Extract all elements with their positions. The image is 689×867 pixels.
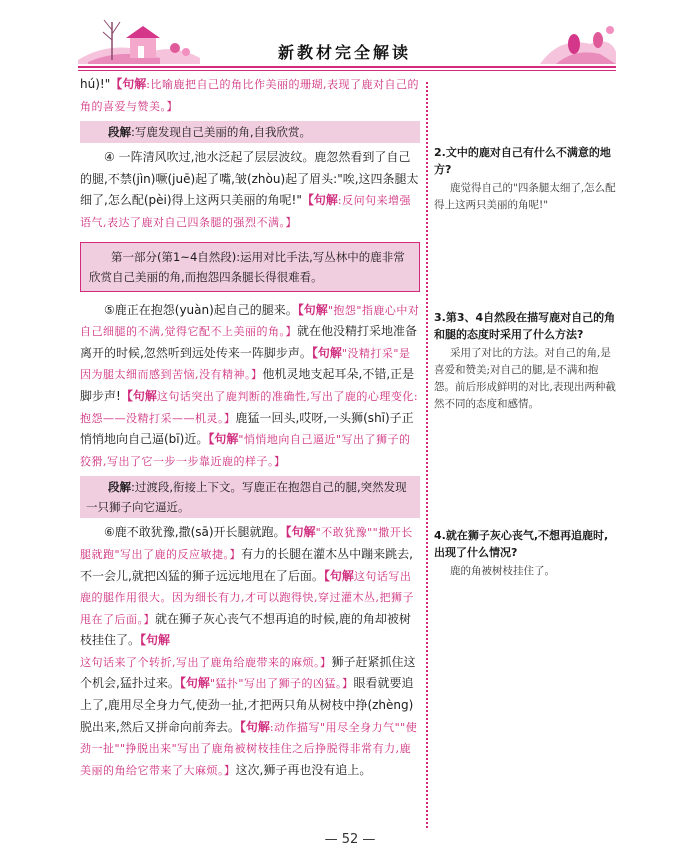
header-title: 新教材完全解读 [277, 43, 411, 62]
paragraph-4: ④ 一阵清风吹过,池水泛起了层层波纹。鹿忽然看到了自己的腿,不禁(jìn)噘(juē)起了嘴,皱(zhòu)起了眉头:"唉,这四条腿太细了,怎么配(pèi)得上这两只美丽的角呢!"【句解:反问句来增强语气,表达了鹿对自己四条腿的强烈不满。】 [80, 150, 419, 229]
sentence-note: 【句解"猛扑"写出了狮子的凶猛。】 [179, 676, 354, 691]
page-number: — 52 — [324, 832, 376, 847]
sentence-note: 【句解"不敢犹豫""撒开长腿就跑"写出了鹿的反应敏捷。】 [80, 525, 413, 561]
page-header [0, 0, 689, 80]
sentence-note: 【句解:比喻鹿把自己的角比作美丽的珊瑚,表现了鹿对自己的角的喜爱与赞美。】 [80, 77, 419, 113]
sentence-note: 【句解这句话来了个转折,写出了鹿角给鹿带来的麻烦。】 [80, 633, 332, 669]
question-text: 2.文中的鹿对自己有什么不满意的地方? [434, 146, 611, 176]
sentence-note: 【句解"悄悄地向自己逼近"写出了狮子的狡猾,写出了它一步一步靠近鹿的样子。】 [80, 432, 411, 468]
column-divider [426, 82, 428, 828]
header-rule-thin [78, 70, 616, 71]
sentence-note: 【句解这句话写出鹿的腿作用很大。因为细长有力,才可以跑得快,穿过灌木丛,把狮子甩在了后面。】 [80, 568, 414, 626]
paragraph-summary: 段解:写鹿发现自己美丽的角,自我欣赏。 [80, 121, 420, 143]
part-summary-box: 第一部分(第1~4自然段):运用对比手法,写丛林中的鹿非常欣赏自己美丽的角,而抱怨四条腿长得很难看。 [80, 242, 420, 292]
answer-text: 鹿的角被树枝挂住了。 [450, 565, 555, 577]
question-text: 3.第3、4自然段在描写鹿对自己的角和腿的态度时采用了什么方法? [434, 311, 616, 341]
main-text-column [80, 74, 420, 781]
side-question-2 [434, 144, 616, 214]
sentence-note: 【句解:动作描写"用尽全身力气""使劲一扯""挣脱出来"写出了鹿角被树枝挂住之后挣脱得非常有力,鹿美丽的角给它带来了大麻烦。】 [80, 719, 418, 777]
paragraph-3-tail: hú)!"【句解:比喻鹿把自己的角比作美丽的珊瑚,表现了鹿对自己的角的喜爱与赞美。】 [80, 77, 419, 113]
answer-text: 鹿觉得自己的"四条腿太细了,怎么配得上这两只美丽的角呢!" [434, 182, 616, 211]
side-question-3 [434, 309, 616, 413]
header-rule [78, 66, 616, 68]
sentence-note: 【句解:反问句来增强语气,表达了鹿对自己四条腿的强烈不满。】 [80, 193, 412, 229]
sentence-note: 【句解这句话突出了鹿判断的准确性,写出了鹿的心理变化:抱怨——没精打采——机灵。】 [80, 388, 419, 425]
side-question-4 [434, 527, 616, 580]
paragraph-summary: 段解:过渡段,衔接上下文。写鹿正在抱怨自己的腿,突然发现一只狮子向它逼近。 [80, 476, 420, 518]
answer-text: 采用了对比的方法。对自己的角,是喜爱和赞美;对自己的腿,是不满和抱怨。前后形成鲜明的对比,表现出两种截然不同的态度和感情。 [434, 347, 616, 410]
paragraph-6: ⑥鹿不敢犹豫,撒(sā)开长腿就跑。【句解"不敢犹豫""撒开长腿就跑"写出了鹿的反应敏捷。】有力的长腿在灌木丛中蹦来跳去,不一会儿,就把凶猛的狮子远远地甩在了后面。【句解这句话写出鹿的腿作用很大。因为细长有力,才可以跑得快,穿过灌木丛,把狮子甩在了后面。】就在狮子灰心丧气不想再追的时候,鹿的角却被树枝挂住了。【句解这句话来了个转折,写出了鹿角给鹿带来的麻烦。】狮子赶紧抓住这个机会,猛扑过来。【句解"猛扑"写出了狮子的凶猛。】眼看就要追上了,鹿用尽全身力气,使劲一扯,才把两只角从树枝中挣(zhèng)脱出来,然后又拼命向前奔去。【句解:动作描写"用尽全身力气""使劲一扯""挣脱出来"写出了鹿角被树枝挂住之后挣脱得非常有力,鹿美丽的角给它带来了大麻烦。】这次,狮子再也没有追上。 [80, 525, 418, 777]
question-text: 4.就在狮子灰心丧气,不想再追鹿时,出现了什么情况? [434, 529, 609, 559]
sentence-note: 【句解"没精打采"是因为腿太细而感到苦恼,没有精神。】 [80, 345, 411, 382]
sentence-note: 【句解"抱怨"指鹿心中对自己细腿的不满,觉得它配不上美丽的角。】 [80, 302, 420, 339]
paragraph-5: ⑤鹿正在抱怨(yuàn)起自己的腿来。【句解"抱怨"指鹿心中对自己细腿的不满,觉得它配不上美丽的角。】就在他没精打采地准备离开的时候,忽然听到远处传来一阵脚步声。【句解"没精打采"是因为腿太细而感到苦恼,没有精神。】他机灵地支起耳朵,不错,正是脚步声!【句解这句话突出了鹿判断的准确性,写出了鹿的心理变化:抱怨——没精打采——机灵。】鹿猛一回头,哎呀,一头狮(shī)子正悄悄地向自己逼(bī)近。【句解"悄悄地向自己逼近"写出了狮子的狡猾,写出了它一步一步靠近鹿的样子。】 [80, 302, 420, 468]
